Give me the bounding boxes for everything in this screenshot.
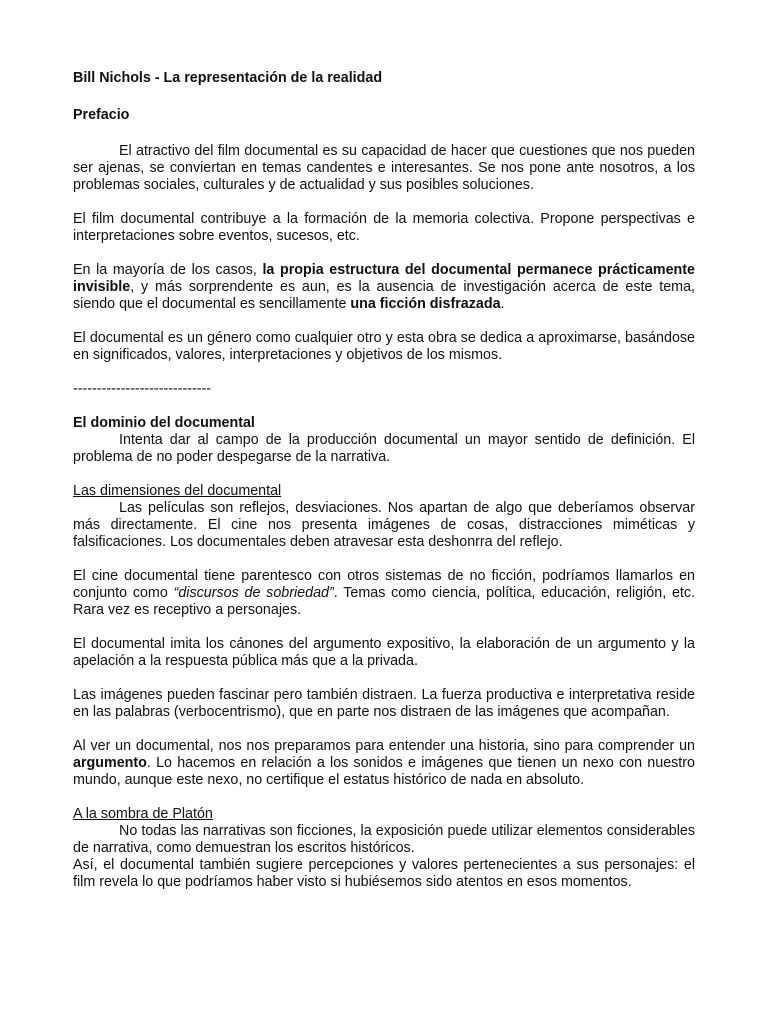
paragraph-9: Las imágenes pueden fascinar pero también distraen. La fuerza productiva e interpretativa reside en las palabras (verbocentrismo), que en parte nos distraen de las imágenes que acompañan. [73, 687, 695, 720]
paragraph-10-text-c: . Lo hacemos en relación a los sonidos e imágenes que tienen un nexo con nuestro mundo, aunque este nexo, no certifique el estatus histórico de nada en absoluto. [73, 755, 695, 788]
paragraph-12: Así, el documental también sugiere percepciones y valores pertenecientes a sus personajes: el film revela lo que podríamos haber visto si hubiésemos sido atentos en esos momentos. [73, 857, 695, 890]
paragraph-3-text-a: En la mayoría de los casos, [73, 262, 263, 278]
paragraph-3 [73, 262, 695, 313]
paragraph-7-italic-sobriedad: “discursos de sobriedad” [173, 585, 334, 601]
paragraph-5: Intenta dar al campo de la producción documental un mayor sentido de definición. El problema de no poder despegarse de la narrativa. [73, 432, 695, 465]
document-title: Bill Nichols - La representación de la realidad [73, 70, 383, 86]
paragraph-6: Las películas son reflejos, desviaciones. Nos apartan de algo que deberíamos observar más directamente. El cine nos presenta imágenes de cosas, distracciones miméticas y falsificaciones. Los documentales deben atravesar esta deshonrra del reflejo. [73, 500, 695, 550]
separator-line: ----------------------------- [73, 381, 212, 397]
section-heading-dominio: El dominio del documental [73, 415, 255, 431]
paragraph-3-text-c: , y más sorprendente es aun, es la ausencia de investigación acerca de este tema, siendo que el documental es sencillamente [73, 279, 695, 312]
subheading-dimensiones: Las dimensiones del documental [73, 483, 282, 499]
paragraph-7-text-a: El cine documental tiene parentesco con otros sistemas de no ficción, podríamos llamarlos en conjunto como [73, 568, 695, 601]
paragraph-3-text-e: . [500, 296, 505, 312]
paragraph-4: El documental es un género como cualquier otro y esta obra se dedica a aproximarse, basándose en significados, valores, interpretaciones y objetivos de los mismos. [73, 330, 695, 363]
paragraph-10-bold-argumento: argumento [73, 755, 147, 771]
paragraph-10-text-a: Al ver un documental, nos nos preparamos para entender una historia, sino para comprender un [73, 738, 695, 754]
subheading-platon: A la sombra de Platón [73, 806, 213, 822]
paragraph-7-text-c: . Temas como ciencia, política, educación, religión, etc. Rara vez es receptivo a personajes. [73, 585, 695, 618]
paragraph-8: El documental imita los cánones del argumento expositivo, la elaboración de un argumento y la apelación a la respuesta pública más que a la privada. [73, 636, 695, 669]
paragraph-7 [73, 568, 695, 619]
paragraph-2: El film documental contribuye a la formación de la memoria colectiva. Propone perspectivas e interpretaciones sobre eventos, sucesos, etc. [73, 211, 695, 244]
paragraph-10 [73, 738, 695, 789]
paragraph-11: No todas las narrativas son ficciones, la exposición puede utilizar elementos considerables de narrativa, como demuestran los escritos históricos. [73, 823, 695, 856]
paragraph-1: El atractivo del film documental es su capacidad de hacer que cuestiones que nos pueden ser ajenas, se conviertan en temas candentes e interesantes. Se nos pone ante nosotros, a los problemas sociales, culturales y de actualidad y sus posibles soluciones. [73, 143, 695, 193]
preface-heading: Prefacio [73, 107, 130, 123]
paragraph-3-bold-structure: la propia estructura del documental permanece prácticamente invisible [73, 262, 695, 295]
paragraph-3-bold-fiction: una ficción disfrazada [350, 296, 501, 312]
